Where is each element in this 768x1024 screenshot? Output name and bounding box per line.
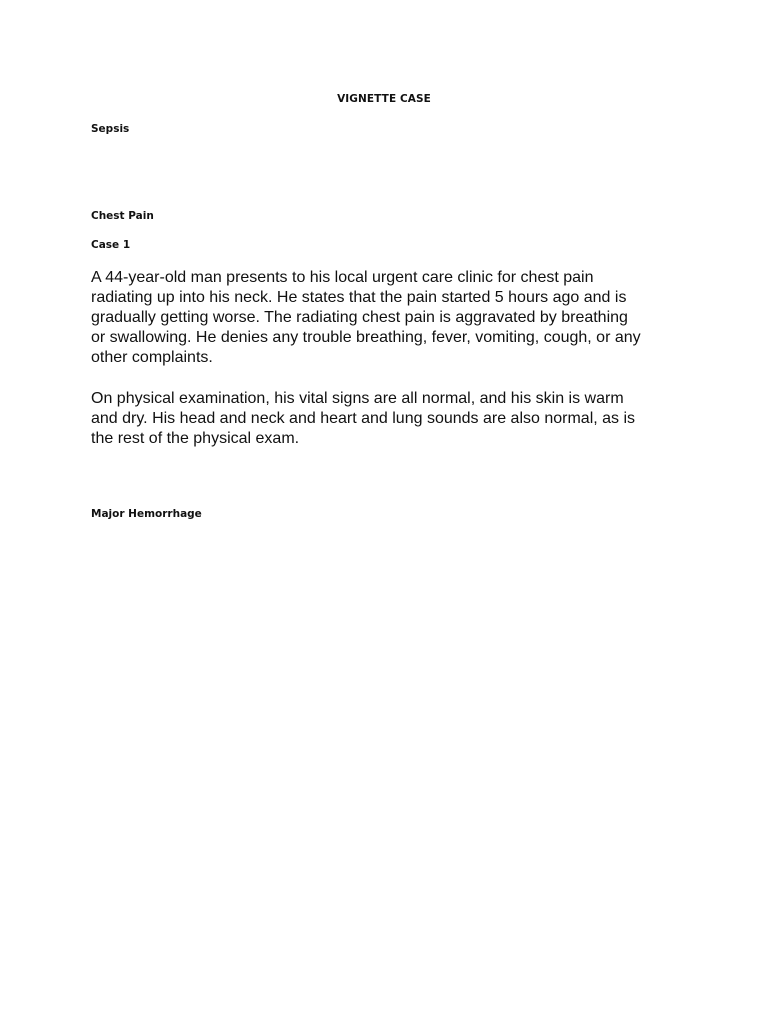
paragraph-line: radiating up into his neck. He states that the pain started 5 hours ago and is <box>91 289 627 306</box>
paragraph-line: On physical examination, his vital signs are all normal, and his skin is warm <box>91 390 624 407</box>
paragraph-line: and dry. His head and neck and heart and lung sounds are also normal, as is <box>91 410 636 427</box>
paragraph-line: A 44-year-old man presents to his local urgent care clinic for chest pain <box>91 269 594 286</box>
section-heading-case-1: Case 1 <box>91 239 131 251</box>
section-heading-sepsis: Sepsis <box>91 123 130 135</box>
paragraph-line: other complaints. <box>91 349 213 366</box>
physical-exam-paragraph <box>91 389 691 449</box>
paragraph-line: gradually getting worse. The radiating chest pain is aggravated by breathing <box>91 309 628 326</box>
document-title: VIGNETTE CASE <box>337 93 431 105</box>
section-heading-major-hemorrhage: Major Hemorrhage <box>91 508 202 520</box>
case-description-paragraph <box>91 268 691 368</box>
paragraph-line: the rest of the physical exam. <box>91 430 300 447</box>
paragraph-line: or swallowing. He denies any trouble breathing, fever, vomiting, cough, or any <box>91 329 641 346</box>
section-heading-chest-pain: Chest Pain <box>91 210 154 222</box>
